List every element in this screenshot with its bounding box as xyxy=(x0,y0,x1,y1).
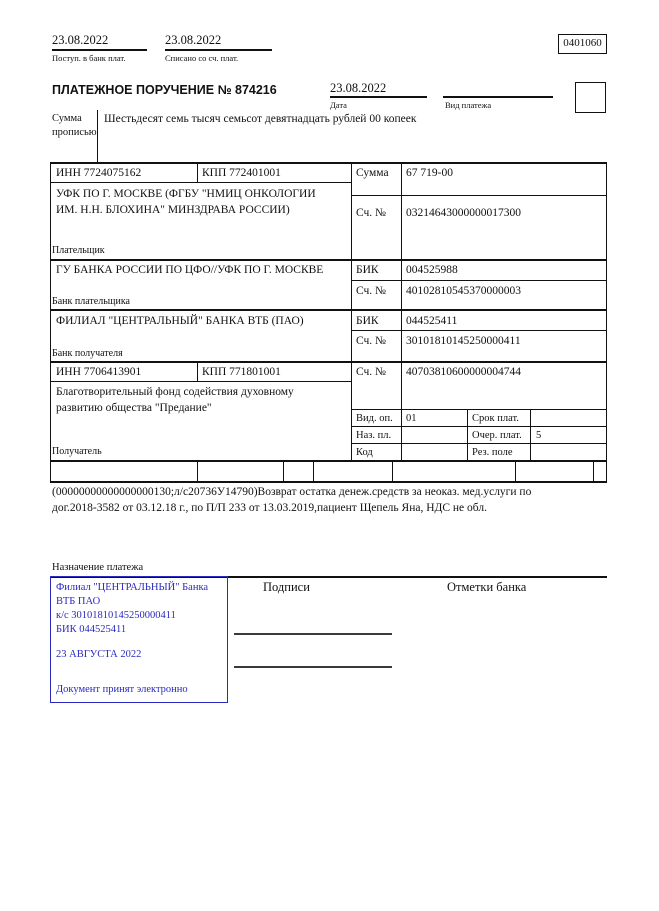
field-cell-divider xyxy=(593,461,594,481)
bank-marks-heading: Отметки банка xyxy=(447,580,527,594)
underline xyxy=(165,49,272,51)
sum-label: Сумма xyxy=(356,167,389,179)
payer-bank-account-label: Сч. № xyxy=(356,285,387,297)
amount-words-label-1: Сумма xyxy=(52,113,82,124)
table-line xyxy=(351,409,607,410)
table-line xyxy=(351,280,607,281)
table-line xyxy=(50,162,51,482)
date-received-label: Поступ. в банк плат. xyxy=(52,53,126,63)
payer-section-label: Плательщик xyxy=(52,245,105,256)
op-type-value: 01 xyxy=(406,413,417,424)
payer-bank-bik-label: БИК xyxy=(356,264,379,276)
payee-bank-bik-label: БИК xyxy=(356,315,379,327)
payee-name-line2: развитию общества "Предание" xyxy=(56,402,212,414)
date-received-value: 23.08.2022 xyxy=(52,33,109,47)
payer-account: 03214643000000017300 xyxy=(406,207,521,219)
payee-account: 40703810600000004744 xyxy=(406,366,521,378)
table-line xyxy=(50,460,607,462)
payment-type-box xyxy=(575,82,606,113)
table-line xyxy=(606,162,607,482)
payee-bank-section-label: Банк получателя xyxy=(52,348,123,359)
form-code-box: 0401060 xyxy=(558,34,607,54)
payee-bank-name: ФИЛИАЛ "ЦЕНТРАЛЬНЫЙ" БАНКА ВТБ (ПАО) xyxy=(56,315,304,327)
payee-bank-bik: 044525411 xyxy=(406,315,458,327)
table-line xyxy=(50,361,607,363)
payer-inn: ИНН 7724075162 xyxy=(56,167,142,179)
pay-name-label: Наз. пл. xyxy=(356,430,392,441)
reserve-field-label: Рез. поле xyxy=(472,447,513,458)
doc-date-value: 23.08.2022 xyxy=(330,81,387,95)
priority-label: Очер. плат. xyxy=(472,430,522,441)
amount-words-value: Шестьдесят семь тысяч семьсот девятнадцать рублей 00 копеек xyxy=(104,113,417,125)
bank-stamp xyxy=(50,576,228,703)
stamp-bik: БИК 044525411 xyxy=(56,624,127,635)
signatures-heading: Подписи xyxy=(263,580,310,594)
table-line xyxy=(467,409,468,461)
table-line xyxy=(50,481,607,483)
field-cell-divider xyxy=(392,461,393,481)
payee-section-label: Получатель xyxy=(52,446,102,457)
purpose-line1: (00000000000000000130;л/с20736У14790)Возврат остатка денеж.средств за неоказ. мед.услуги по xyxy=(52,486,532,498)
op-type-label: Вид. оп. xyxy=(356,413,393,424)
field-cell-divider xyxy=(313,461,314,481)
purpose-section-label: Назначение платежа xyxy=(52,562,144,573)
table-line xyxy=(97,110,98,163)
date-written-off-label: Списано со сч. плат. xyxy=(165,53,239,63)
payer-name-line2: ИМ. Н.Н. БЛОХИНА" МИНЗДРАВА РОССИИ) xyxy=(56,204,290,216)
table-line xyxy=(351,426,607,427)
date-written-off-value: 23.08.2022 xyxy=(165,33,222,47)
table-line xyxy=(351,443,607,444)
payee-kpp: КПП 771801001 xyxy=(202,366,281,378)
field-cell-divider xyxy=(515,461,516,481)
table-line xyxy=(530,409,531,461)
amount-words-label-2: прописью xyxy=(52,127,97,138)
code-label: Код xyxy=(356,447,373,458)
stamp-note: Документ принят электронно xyxy=(56,684,188,695)
payer-bank-section-label: Банк плательщика xyxy=(52,296,130,307)
table-line xyxy=(197,361,198,382)
field-cell-divider xyxy=(197,461,198,481)
underline xyxy=(52,49,147,51)
stamp-bank-name-line1: Филиал "ЦЕНТРАЛЬНЫЙ" Банка xyxy=(56,582,209,593)
payer-account-label: Сч. № xyxy=(356,207,387,219)
table-line xyxy=(50,259,607,261)
underline xyxy=(330,96,427,98)
table-line xyxy=(50,162,607,164)
sum-value: 67 719-00 xyxy=(406,167,453,179)
signature-line xyxy=(234,633,392,635)
payer-bank-account: 40102810545370000003 xyxy=(406,285,521,297)
doc-date-label: Дата xyxy=(330,100,347,110)
stamp-bank-name-line2: ВТБ ПАО xyxy=(56,596,101,607)
document-title: ПЛАТЕЖНОЕ ПОРУЧЕНИЕ № 874216 xyxy=(52,83,277,97)
purpose-line2: дог.2018-3582 от 03.12.18 г., по П/П 233 от 13.03.2019,пациент Щепель Яна, НДС не обл. xyxy=(52,502,487,514)
stamp-date: 23 АВГУСТА 2022 xyxy=(56,649,142,660)
priority-value: 5 xyxy=(536,430,542,441)
payee-bank-account-label: Сч. № xyxy=(356,335,387,347)
table-line xyxy=(351,195,607,196)
table-line xyxy=(401,162,402,461)
table-line xyxy=(50,182,351,183)
payer-bank-bik: 004525988 xyxy=(406,264,458,276)
table-line xyxy=(50,309,607,311)
payer-name-line1: УФК ПО Г. МОСКВЕ (ФГБУ "НМИЦ ОНКОЛОГИИ xyxy=(56,188,316,200)
stamp-corr-account: к/с 30101810145250000411 xyxy=(56,610,176,621)
field-cell-divider xyxy=(283,461,284,481)
table-line xyxy=(351,162,352,461)
due-date-label: Срок плат. xyxy=(472,413,519,424)
payee-bank-account: 30101810145250000411 xyxy=(406,335,521,347)
payer-bank-name: ГУ БАНКА РОССИИ ПО ЦФО//УФК ПО Г. МОСКВЕ xyxy=(56,264,324,276)
signature-line xyxy=(234,666,392,668)
table-line xyxy=(197,162,198,183)
underline xyxy=(443,96,553,98)
table-line xyxy=(351,330,607,331)
payer-kpp: КПП 772401001 xyxy=(202,167,281,179)
payee-account-label: Сч. № xyxy=(356,366,387,378)
payee-name-line1: Благотворительный фонд содействия духовному xyxy=(56,386,294,398)
payee-inn: ИНН 7706413901 xyxy=(56,366,142,378)
table-line xyxy=(50,381,351,382)
payment-type-label: Вид платежа xyxy=(445,100,492,110)
